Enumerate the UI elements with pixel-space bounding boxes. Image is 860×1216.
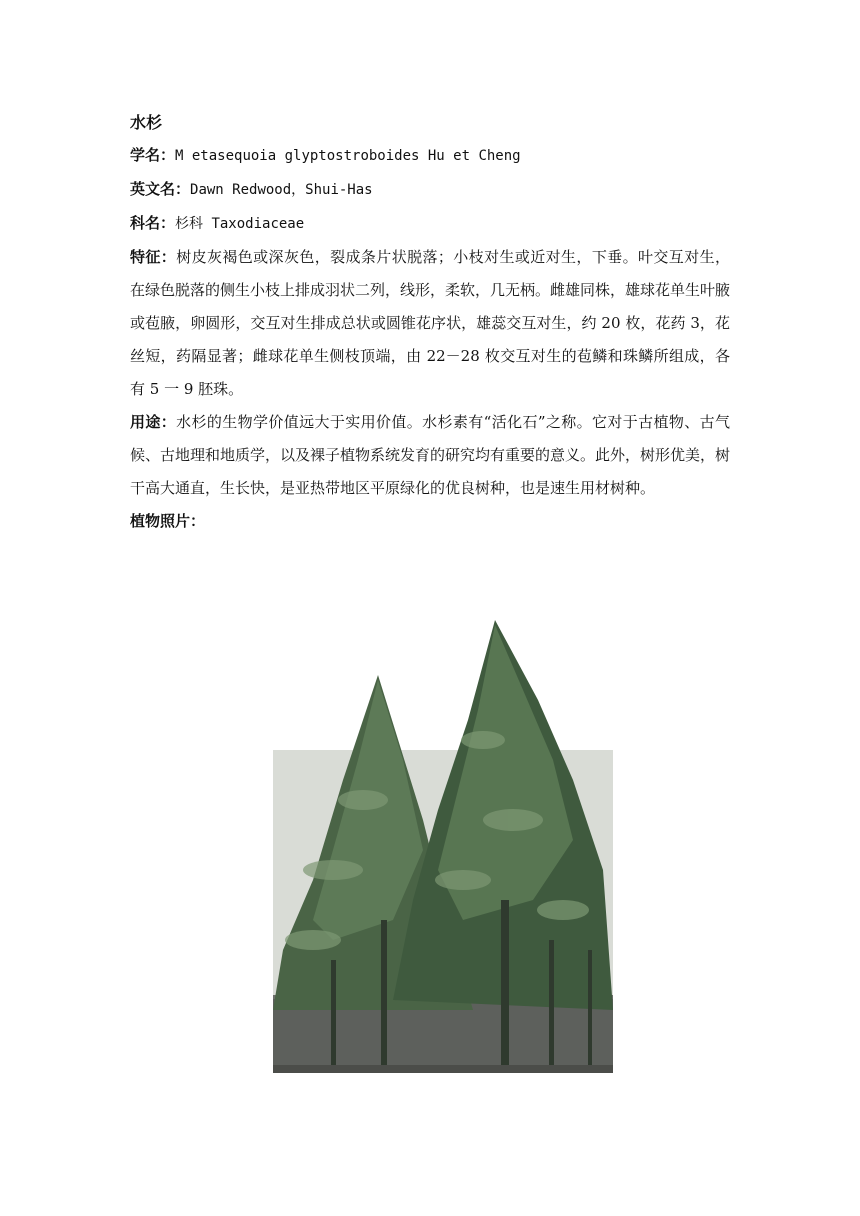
scientific-name-row	[130, 139, 730, 173]
dawn-redwood-tree-image	[273, 620, 613, 1073]
features-label: 特征：	[130, 248, 177, 266]
features-text: 树皮灰褐色或深灰色，裂成条片状脱落；小枝对生或近对生，下垂。叶交互对生，在绿色脱落的侧生小枝上排成羽状二列，线形，柔软，几无柄。雌雄同株，雄球花单生叶腋或苞腋，卵圆形，交互对生排成总状或圆锥花序状，雄蕊交互对生，约 20 枚，花药 3，花丝短，药隔显著；雌球花单生侧枝顶端，由 22－28 枚交互对生的苞鳞和珠鳞所组成，各有 5 一 9 胚珠。	[130, 248, 731, 398]
features-paragraph	[130, 241, 730, 406]
plant-photo	[273, 620, 613, 1073]
english-name-label: 英文名：	[130, 180, 191, 198]
family-label: 科名：	[130, 214, 176, 232]
family-row	[130, 207, 730, 241]
photo-label: 植物照片：	[130, 512, 206, 530]
family-value: 杉科 Taxodiaceae	[175, 216, 305, 232]
uses-label: 用途：	[130, 413, 177, 431]
scientific-name-value: M etasequoia glyptostroboides Hu et Cheng	[175, 148, 521, 164]
page-title: 水杉	[130, 113, 163, 132]
uses-text: 水杉的生物学价值远大于实用价值。水杉素有“活化石”之称。它对于古植物、古气候、古地理和地质学，以及裸子植物系统发育的研究均有重要的意义。此外，树形优美，树干高大通直，生长快，是亚热带地区平原绿化的优良树种，也是速生用材树种。	[130, 413, 731, 497]
document-body	[130, 106, 730, 538]
uses-paragraph	[130, 406, 730, 505]
scientific-name-label: 学名：	[130, 146, 176, 164]
english-name-row	[130, 173, 730, 207]
english-name-value: Dawn Redwood，Shui-Has	[190, 182, 373, 198]
